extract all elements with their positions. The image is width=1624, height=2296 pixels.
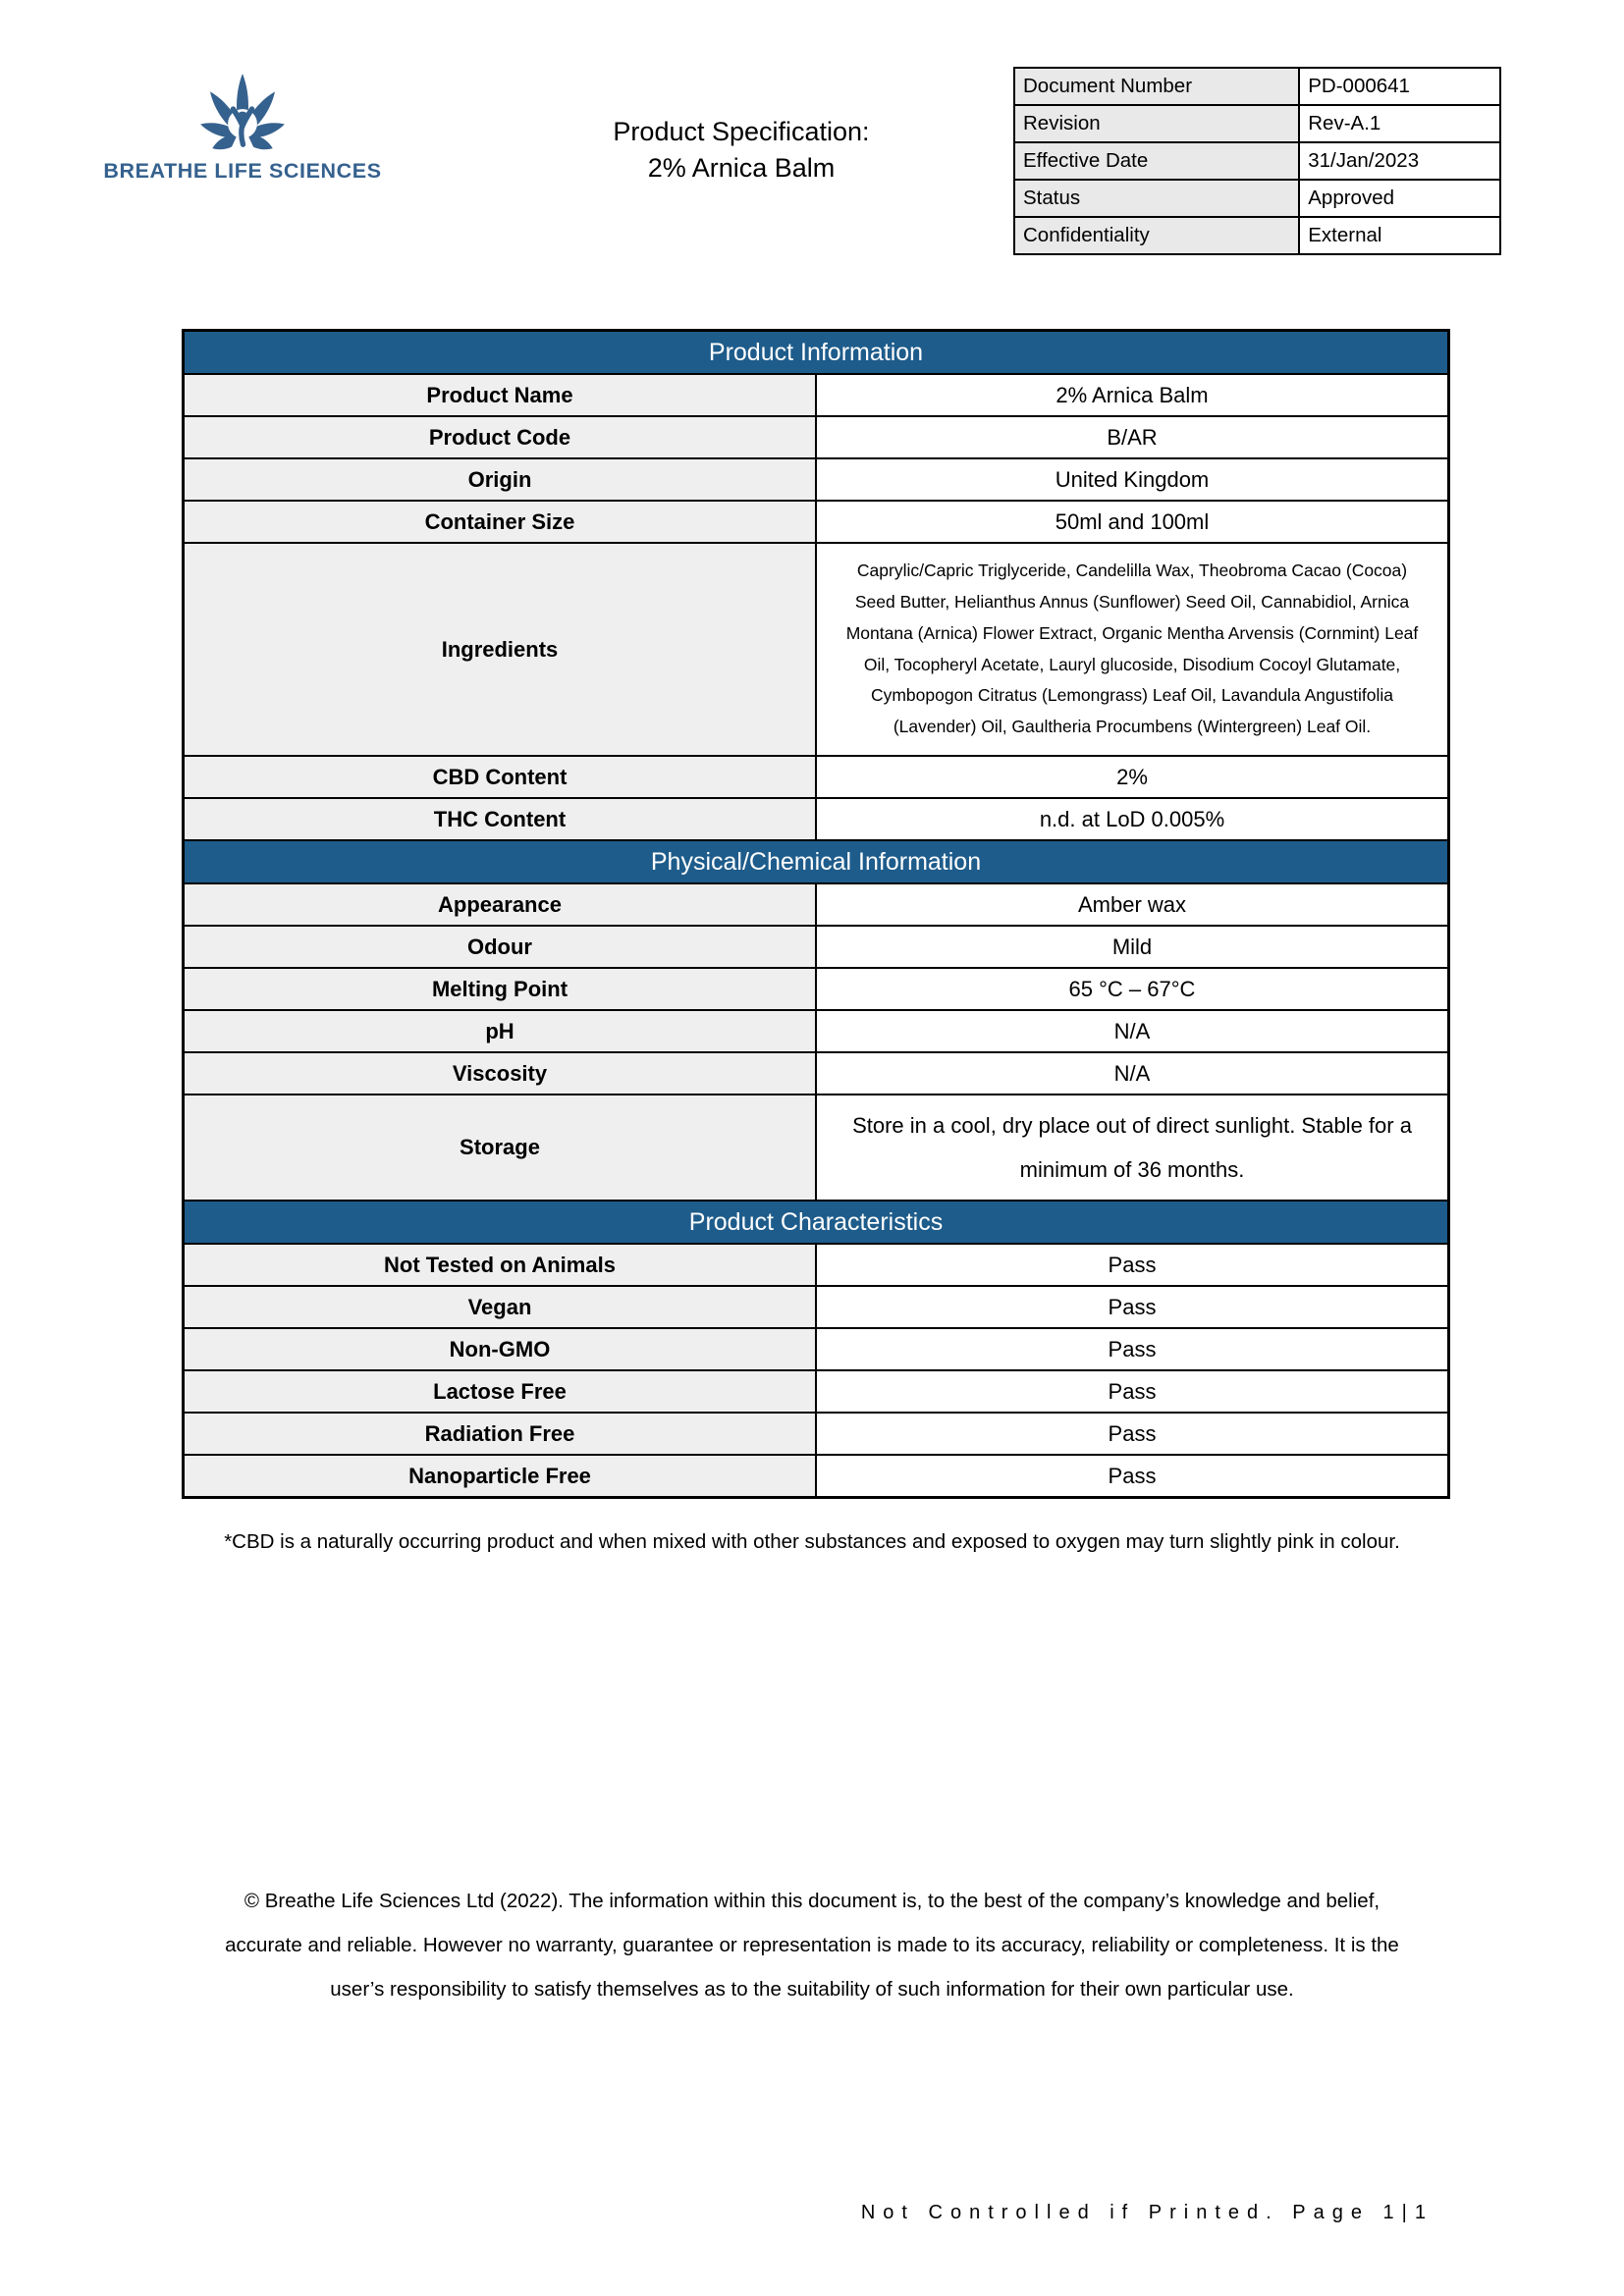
- table-row: [184, 1328, 1449, 1370]
- spec-value: Pass: [816, 1328, 1449, 1370]
- doc-info-label: Confidentiality: [1014, 217, 1299, 254]
- table-row: [1014, 217, 1500, 254]
- table-row: [184, 374, 1449, 416]
- spec-label: Viscosity: [184, 1052, 817, 1095]
- page-footer: Not Controlled if Printed. Page 1|1: [860, 2202, 1434, 2223]
- table-row: [1014, 142, 1500, 180]
- document-info-table: [1013, 67, 1501, 255]
- section-header-product-characteristics: Product Characteristics: [184, 1201, 1449, 1244]
- spec-label: Not Tested on Animals: [184, 1244, 817, 1286]
- table-row: [1014, 105, 1500, 142]
- spec-label: Origin: [184, 458, 817, 501]
- doc-info-label: Effective Date: [1014, 142, 1299, 180]
- spec-label: Melting Point: [184, 968, 817, 1010]
- table-row: [184, 1413, 1449, 1455]
- spec-value: 2% Arnica Balm: [816, 374, 1449, 416]
- table-row-storage: [184, 1095, 1449, 1201]
- spec-label: Odour: [184, 926, 817, 968]
- copyright-disclaimer: © Breathe Life Sciences Ltd (2022). The information within this document is, to the best of the company’s knowledge and belief, accurate and reliable. However no warranty, guarantee or representation is made to its accuracy, reliability or completeness. It is the user’s responsibility to satisfy themselves as to the suitability of such information for their own particular use.: [225, 1890, 1399, 2002]
- doc-info-value: Rev-A.1: [1299, 105, 1500, 142]
- spec-value: Pass: [816, 1413, 1449, 1455]
- table-row: [184, 416, 1449, 458]
- section-header-row: [184, 1201, 1449, 1244]
- table-row: [184, 968, 1449, 1010]
- doc-info-label: Document Number: [1014, 68, 1299, 105]
- doc-info-value: Approved: [1299, 180, 1500, 217]
- spec-label: Non-GMO: [184, 1328, 817, 1370]
- table-row: [184, 798, 1449, 840]
- spec-value: N/A: [816, 1052, 1449, 1095]
- table-row: [184, 1455, 1449, 1498]
- table-row: [184, 1052, 1449, 1095]
- doc-info-label: Revision: [1014, 105, 1299, 142]
- spec-value: Pass: [816, 1455, 1449, 1498]
- section-header-physical-chemical: Physical/Chemical Information: [184, 840, 1449, 883]
- table-row: [184, 756, 1449, 798]
- doc-info-value: PD-000641: [1299, 68, 1500, 105]
- spec-label: Vegan: [184, 1286, 817, 1328]
- section-header-row: [184, 840, 1449, 883]
- spec-label: Container Size: [184, 501, 817, 543]
- spec-value: N/A: [816, 1010, 1449, 1052]
- spec-value: Caprylic/Capric Triglyceride, Candelilla Wax, Theobroma Cacao (Cocoa) Seed Butter, Helianthus Annus (Sunflower) Seed Oil, Cannabidiol, Arnica Montana (Arnica) Flower Extract, Organic Mentha Arvensis (Cornmint) Leaf Oil, Tocopheryl Acetate, Lauryl glucoside, Disodium Cocoyl Glutamate, Cymbopogon Citratus (Lemongrass) Leaf Oil, Lavandula Angustifolia (Lavender) Oil, Gaultheria Procumbens (Wintergreen) Leaf Oil.: [816, 543, 1449, 756]
- spec-value: Mild: [816, 926, 1449, 968]
- spec-label: Lactose Free: [184, 1370, 817, 1413]
- table-row: [184, 883, 1449, 926]
- table-row: [1014, 68, 1500, 105]
- table-row: [184, 1010, 1449, 1052]
- table-row: [184, 926, 1449, 968]
- section-header-product-information: Product Information: [184, 331, 1449, 375]
- spec-value: B/AR: [816, 416, 1449, 458]
- table-row: [184, 1244, 1449, 1286]
- brand-logo: [90, 57, 395, 184]
- page-title: [511, 114, 972, 187]
- spec-value: 65 °C – 67°C: [816, 968, 1449, 1010]
- table-row: [184, 458, 1449, 501]
- doc-info-label: Status: [1014, 180, 1299, 217]
- spec-label: pH: [184, 1010, 817, 1052]
- spec-value: Pass: [816, 1286, 1449, 1328]
- cbd-footnote: *CBD is a naturally occurring product and when mixed with other substances and exposed to oxygen may turn slightly pink in colour.: [224, 1530, 1400, 1553]
- page-title-line2: 2% Arnica Balm: [647, 153, 836, 184]
- product-spec-table: [182, 329, 1450, 1499]
- table-row: [184, 1286, 1449, 1328]
- doc-info-value: External: [1299, 217, 1500, 254]
- section-header-row: [184, 331, 1449, 375]
- spec-label: Storage: [184, 1095, 817, 1201]
- spec-label: THC Content: [184, 798, 817, 840]
- spec-label: Ingredients: [184, 543, 817, 756]
- table-row: [184, 1370, 1449, 1413]
- spec-value: Pass: [816, 1370, 1449, 1413]
- spec-label: Product Name: [184, 374, 817, 416]
- spec-value: United Kingdom: [816, 458, 1449, 501]
- spec-label: Nanoparticle Free: [184, 1455, 817, 1498]
- spec-label: Product Code: [184, 416, 817, 458]
- doc-info-value: 31/Jan/2023: [1299, 142, 1500, 180]
- spec-value: n.d. at LoD 0.005%: [816, 798, 1449, 840]
- table-row-ingredients: [184, 543, 1449, 756]
- spec-value: 50ml and 100ml: [816, 501, 1449, 543]
- brand-name: BREATHE LIFE SCIENCES: [103, 159, 382, 183]
- spec-value: Amber wax: [816, 883, 1449, 926]
- spec-value: 2%: [816, 756, 1449, 798]
- page-title-line1: Product Specification:: [613, 117, 870, 146]
- spec-label: Radiation Free: [184, 1413, 817, 1455]
- spec-value: Pass: [816, 1244, 1449, 1286]
- table-row: [184, 501, 1449, 543]
- spec-label: Appearance: [184, 883, 817, 926]
- spec-value: Store in a cool, dry place out of direct sunlight. Stable for a minimum of 36 months.: [816, 1095, 1449, 1201]
- table-row: [1014, 180, 1500, 217]
- cannabis-leaf-person-icon: [178, 57, 307, 157]
- spec-label: CBD Content: [184, 756, 817, 798]
